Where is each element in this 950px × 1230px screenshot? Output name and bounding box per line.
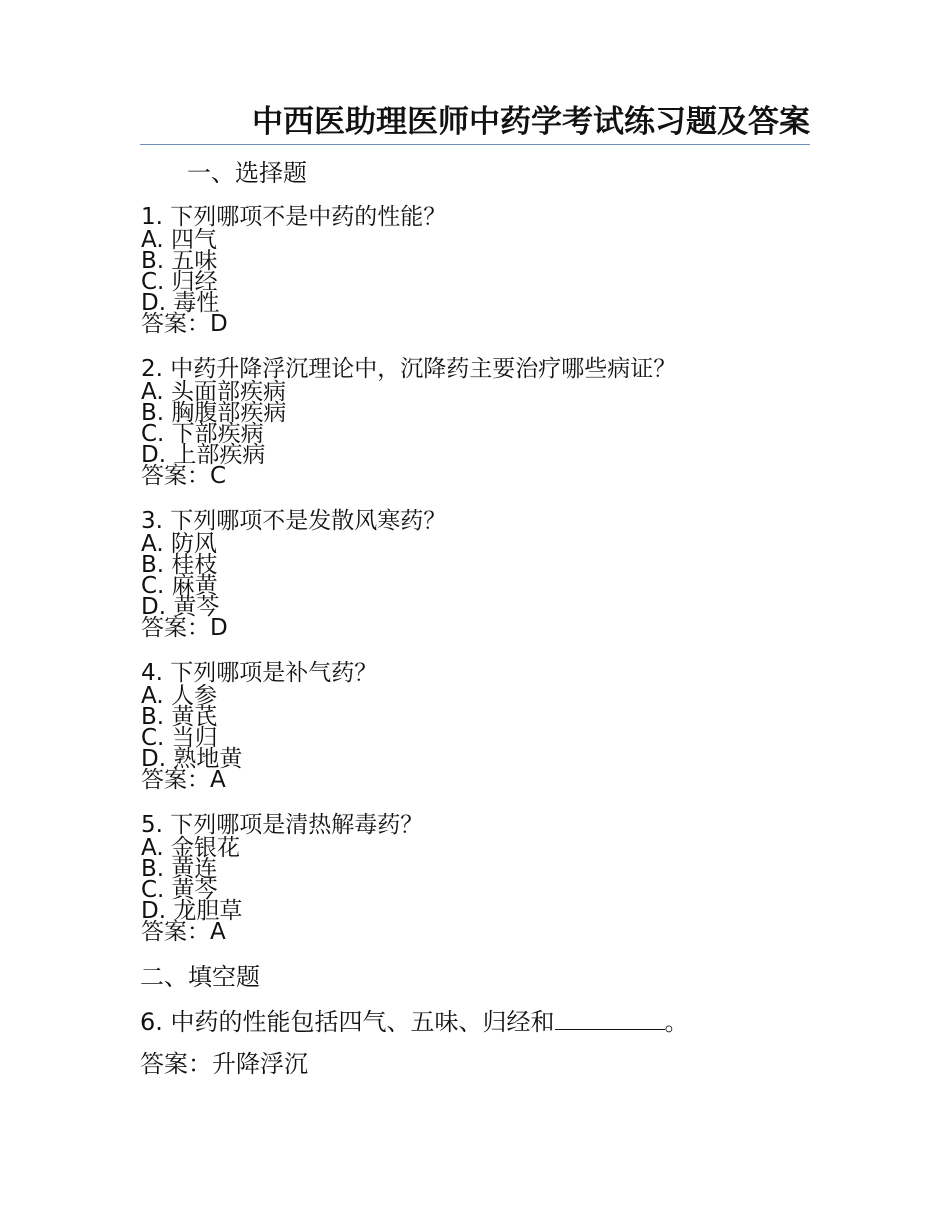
fill-blank <box>555 1007 665 1030</box>
option-d: D. 黄芩 <box>141 594 220 620</box>
section-heading-fill: 二、填空题 <box>140 963 260 991</box>
option-a: A. 金银花 <box>141 835 240 861</box>
fill-question-end: 。 <box>664 1008 689 1036</box>
option-b: B. 黄芪 <box>141 704 218 730</box>
option-b: B. 胸腹部疾病 <box>141 400 287 426</box>
option-b: B. 五味 <box>141 248 218 274</box>
option-a: A. 防风 <box>141 531 217 557</box>
option-c: C. 黄芩 <box>141 877 218 903</box>
fill-question <box>140 1007 689 1037</box>
option-d: D. 龙胆草 <box>141 898 243 924</box>
answer-line: 答案：A <box>141 767 226 793</box>
option-b: B. 黄连 <box>141 856 218 882</box>
option-b: B. 桂枝 <box>141 552 218 578</box>
fill-answer-line: 答案：升降浮沉 <box>140 1050 308 1078</box>
question-stem: 1. 下列哪项不是中药的性能？ <box>141 204 447 230</box>
question-block <box>141 508 446 639</box>
option-a: A. 人参 <box>141 683 217 709</box>
answer-line: 答案：A <box>141 919 226 945</box>
option-d: D. 毒性 <box>141 290 220 316</box>
option-c: C. 归经 <box>141 269 218 295</box>
answer-line: 答案：D <box>141 615 228 641</box>
option-a: A. 四气 <box>141 227 217 253</box>
question-block <box>141 812 423 943</box>
question-block <box>141 356 676 487</box>
question-stem: 4. 下列哪项是补气药？ <box>141 660 378 686</box>
section-heading-choice: 一、选择题 <box>187 159 307 187</box>
document-title: 中西医助理医师中药学考试练习题及答案 <box>140 100 810 145</box>
option-c: C. 当归 <box>141 725 218 751</box>
question-stem: 3. 下列哪项不是发散风寒药？ <box>141 508 447 534</box>
question-block <box>141 204 446 335</box>
question-stem: 5. 下列哪项是清热解毒药？ <box>141 812 424 838</box>
option-a: A. 头面部疾病 <box>141 379 286 405</box>
answer-line: 答案：D <box>141 311 228 337</box>
option-c: C. 下部疾病 <box>141 421 264 447</box>
answer-line: 答案：C <box>141 463 227 489</box>
fill-question-stem: 6. 中药的性能包括四气、五味、归经和 <box>140 1008 555 1036</box>
option-d: D. 熟地黄 <box>141 746 243 772</box>
option-c: C. 麻黄 <box>141 573 218 599</box>
question-stem: 2. 中药升降浮沉理论中，沉降药主要治疗哪些病证？ <box>141 356 677 382</box>
question-block <box>141 660 377 791</box>
option-d: D. 上部疾病 <box>141 442 266 468</box>
